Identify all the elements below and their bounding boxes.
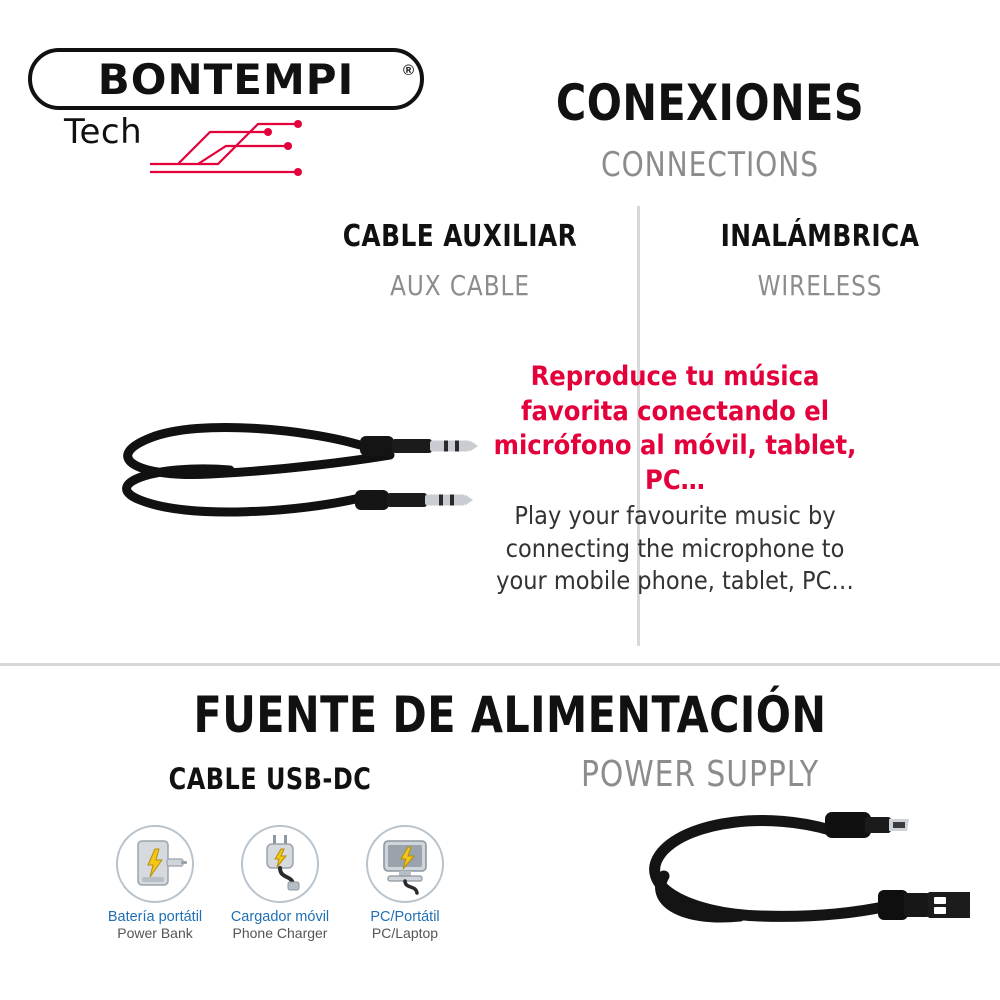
subsection-title-aux-es: CABLE AUXILIAR [342, 219, 578, 254]
power-source-label-en: Phone Charger [232, 925, 328, 941]
subsection-title-wireless-en: WIRELESS [757, 269, 883, 302]
section-title-connections-en: CONNECTIONS [600, 145, 819, 185]
phone-charger-icon [241, 825, 319, 903]
power-source-pc-laptop [350, 825, 460, 941]
power-source-label-en: PC/Laptop [371, 925, 439, 941]
power-source-label-es: Batería portátil [107, 909, 203, 925]
power-source-label-es: PC/Portátil [370, 909, 440, 925]
horizontal-divider [0, 663, 1000, 666]
usb-to-micro-usb-cable-image [620, 790, 970, 970]
section-title-connections-es: CONEXIONES [555, 74, 865, 132]
aux-cable-3.5mm-image [60, 400, 480, 560]
power-sources-row [100, 825, 460, 941]
laptop-monitor-icon [366, 825, 444, 903]
aux-description-en: Play your favourite music by connecting the microphone to your mobile phone, tablet, PC… [496, 501, 854, 595]
section-title-power-supply-en: POWER SUPPLY [581, 754, 819, 795]
subsection-title-wireless-es: INALÁMBRICA [720, 219, 920, 254]
brand-name: BONTEMPI [97, 54, 355, 104]
circuit-trace-icon [148, 102, 308, 178]
aux-description-es: Reproduce tu música favorita conectando el micrófono al móvil, tablet, PC… [493, 361, 857, 496]
power-source-power-bank [100, 825, 210, 941]
power-source-label-es: Cargador móvil [230, 909, 330, 925]
registered-trademark-icon: ® [402, 62, 414, 79]
power-source-phone-charger [225, 825, 335, 941]
subsection-title-aux-en: AUX CABLE [390, 269, 530, 302]
brand-subtitle-wrap [64, 112, 142, 152]
brand-subtitle: Tech [64, 112, 143, 152]
power-source-label-en: Power Bank [117, 925, 193, 941]
power-bank-icon [116, 825, 194, 903]
subsection-title-usb-dc: CABLE USB-DC [168, 762, 372, 796]
brand-logo [28, 40, 428, 180]
section-title-power-supply-es: FUENTE DE ALIMENTACIÓN [193, 686, 827, 744]
